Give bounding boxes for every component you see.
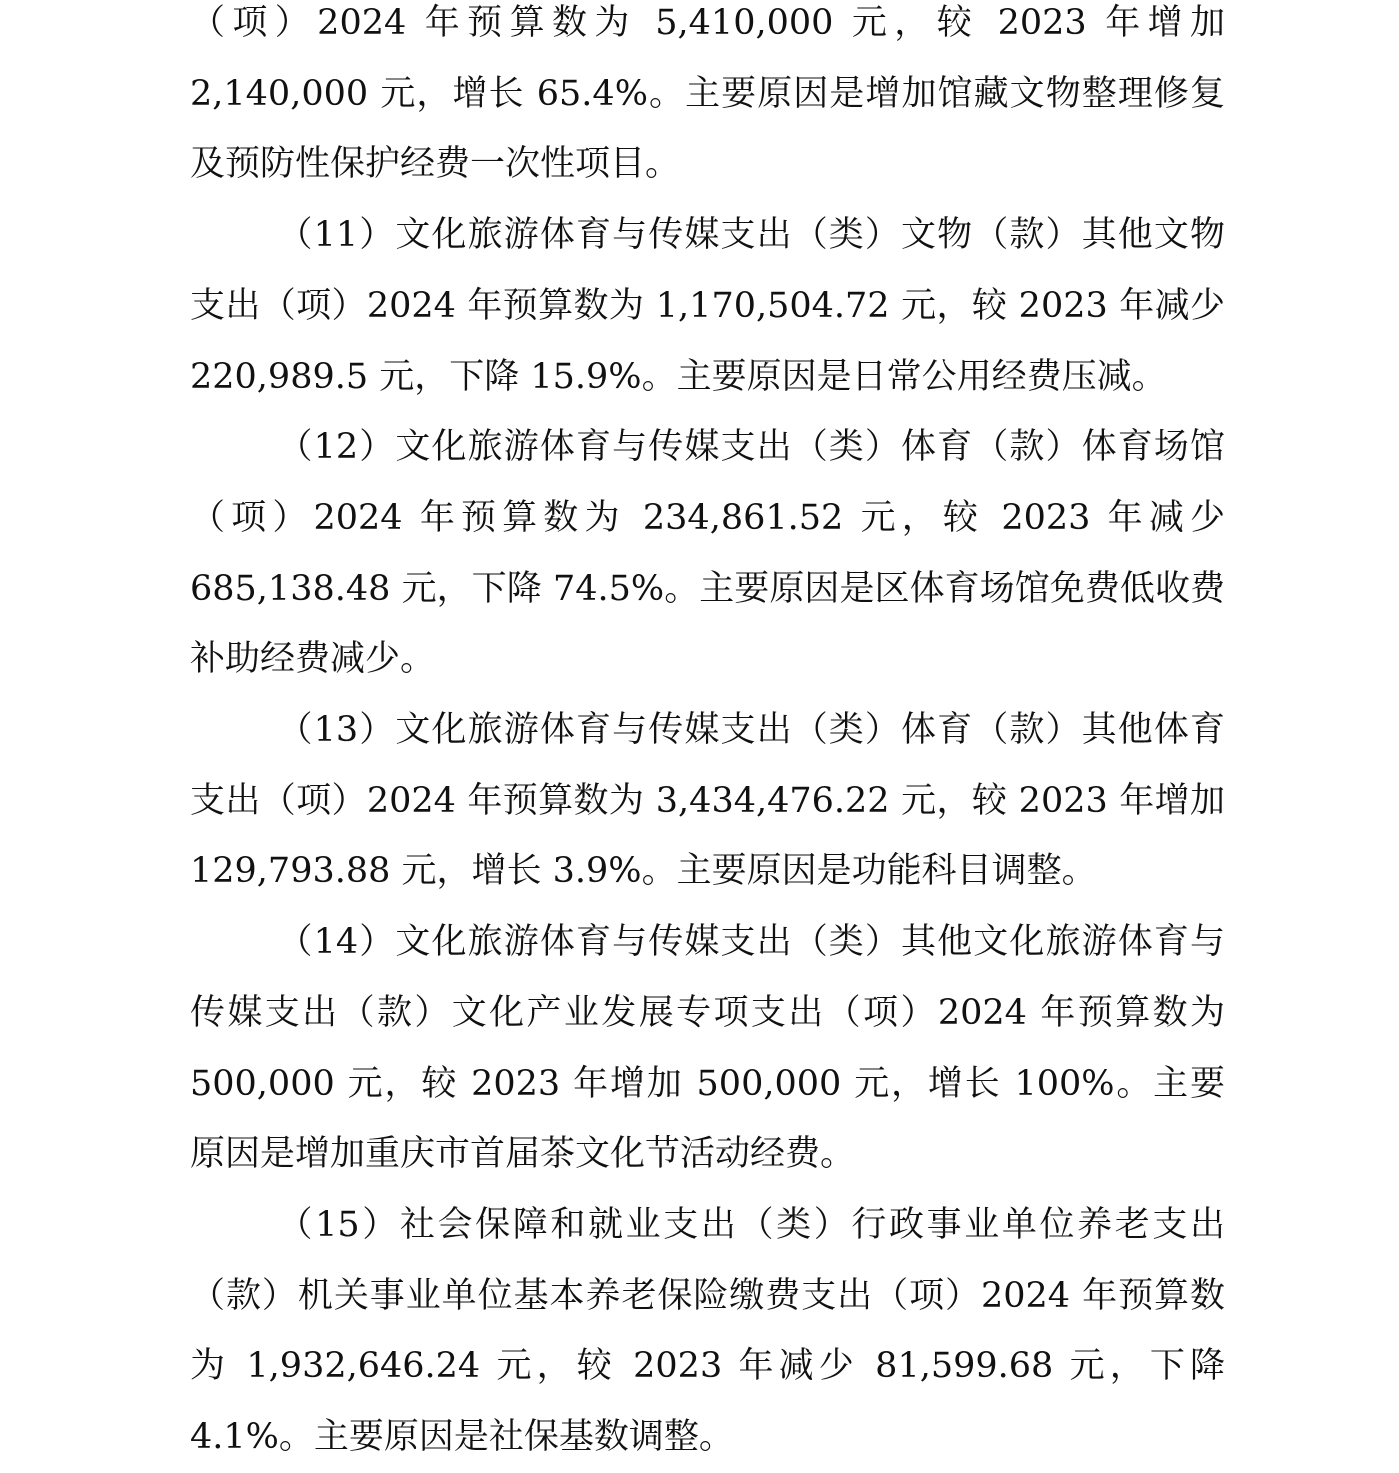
document-page: [190, 0, 1225, 1473]
paragraph-item-14: （14）文化旅游体育与传媒支出（类）其他文化旅游体育与传媒支出（款）文化产业发展专项支出（项）2024 年预算数为 500,000 元，较 2023 年增加 500,000 元，增长 100%。主要原因是增加重庆市首届茶文化节活动经费。: [190, 922, 1225, 1175]
paragraph-item-13: （13）文化旅游体育与传媒支出（类）体育（款）其他体育支出（项）2024 年预算数为 3,434,476.22 元，较 2023 年增加 129,793.88 元，增长 3.9%。主要原因是功能科目调整。: [190, 710, 1225, 892]
paragraph-item-15: （15）社会保障和就业支出（类）行政事业单位养老支出（款）机关事业单位基本养老保险缴费支出（项）2024 年预算数为 1,932,646.24 元，较 2023 年减少 81,599.68 元，下降 4.1%。主要原因是社保基数调整。: [190, 1204, 1225, 1458]
paragraph-item-10-continued: （项）2024 年预算数为 5,410,000 元，较 2023 年增加 2,140,000 元，增长 65.4%。主要原因是增加馆藏文物整理修复及预防性保护经费一次性项目。: [190, 3, 1225, 185]
paragraph-item-12: （12）文化旅游体育与传媒支出（类）体育（款）体育场馆（项）2024 年预算数为 234,861.52 元，较 2023 年减少 685,138.48 元，下降 74.5%。主要原因是区体育场馆免费低收费补助经费减少。: [190, 427, 1225, 680]
paragraph-item-11: （11）文化旅游体育与传媒支出（类）文物（款）其他文物支出（项）2024 年预算数为 1,170,504.72 元，较 2023 年减少 220,989.5 元，下降 15.9%。主要原因是日常公用经费压减。: [190, 215, 1225, 397]
